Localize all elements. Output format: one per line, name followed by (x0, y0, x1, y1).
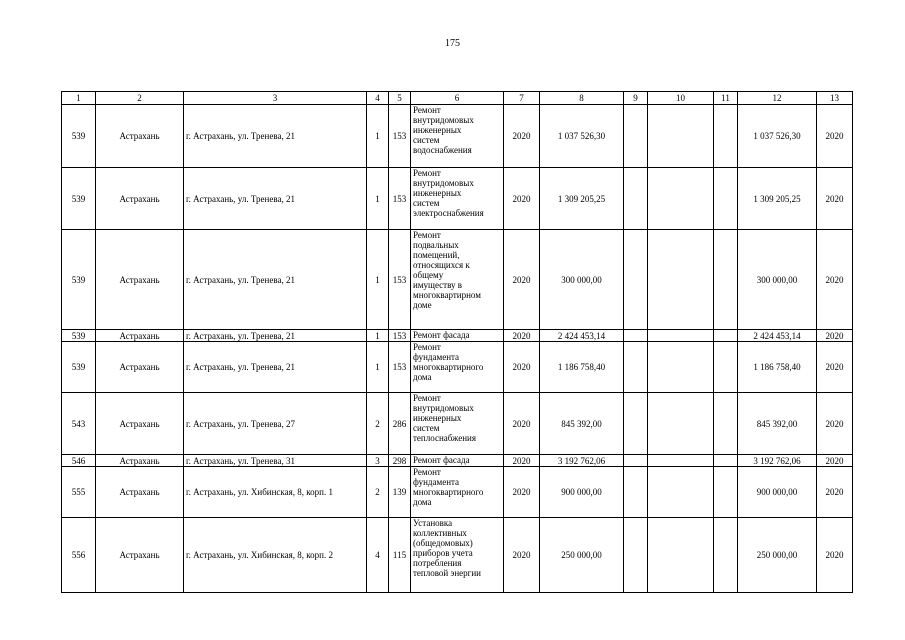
cell-number: 556 (62, 518, 96, 593)
cell-col12: 1 186 758,40 (738, 342, 817, 393)
page-number: 175 (445, 38, 460, 49)
column-header: 1 (62, 92, 96, 105)
cell-col13: 2020 (817, 230, 853, 330)
cell-col10 (648, 455, 714, 467)
cell-number: 543 (62, 393, 96, 455)
cell-year: 2020 (504, 467, 540, 518)
column-header: 10 (648, 92, 714, 105)
work-type-text: Ремонт внутридомовых инженерных систем электроснабжения (413, 168, 484, 218)
cell-cost: 1 037 526,30 (540, 105, 624, 168)
cell-cost: 2 424 453,14 (540, 330, 624, 342)
cell-cost: 900 000,00 (540, 467, 624, 518)
cell-address: г. Астрахань, ул. Хибинская, 8, корп. 1 (184, 467, 367, 518)
cell-year: 2020 (504, 330, 540, 342)
cell-col5: 286 (389, 393, 411, 455)
cell-col12: 1 037 526,30 (738, 105, 817, 168)
cell-col10 (648, 330, 714, 342)
cell-cost: 250 000,00 (540, 518, 624, 593)
cell-city: Астрахань (96, 518, 184, 593)
column-header: 12 (738, 92, 817, 105)
cell-col10 (648, 105, 714, 168)
cell-col4: 1 (367, 168, 389, 230)
cell-col4: 1 (367, 230, 389, 330)
work-type-text: Ремонт фундамента многоквартирного дома (413, 467, 484, 507)
work-type-text: Ремонт подвальных помещений, относящихся к общему имуществу в многоквартирном доме (413, 230, 481, 310)
cell-col5: 153 (389, 342, 411, 393)
work-type-text: Ремонт фундамента многоквартирного дома (413, 342, 484, 382)
work-type-text: Ремонт фасада (413, 455, 470, 465)
cell-col12: 845 392,00 (738, 393, 817, 455)
cell-col12: 2 424 453,14 (738, 330, 817, 342)
cell-col4: 4 (367, 518, 389, 593)
cell-col10 (648, 230, 714, 330)
cell-col9 (624, 168, 648, 230)
cell-col4: 3 (367, 455, 389, 467)
table-row (62, 518, 853, 593)
cell-col11 (714, 342, 738, 393)
cell-col4: 1 (367, 105, 389, 168)
cell-year: 2020 (504, 455, 540, 467)
cell-work-type (411, 467, 504, 518)
cell-col12: 1 309 205,25 (738, 168, 817, 230)
cell-city: Астрахань (96, 330, 184, 342)
column-header: 11 (714, 92, 738, 105)
cell-col13: 2020 (817, 330, 853, 342)
cell-cost: 845 392,00 (540, 393, 624, 455)
cell-col4: 1 (367, 330, 389, 342)
cell-work-type (411, 168, 504, 230)
cell-number: 539 (62, 230, 96, 330)
cell-city: Астрахань (96, 342, 184, 393)
cell-col9 (624, 342, 648, 393)
cell-col5: 139 (389, 467, 411, 518)
column-header: 2 (96, 92, 184, 105)
work-type-text: Установка коллективных (общедомовых) приборов учета потребления тепловой энергии (413, 518, 481, 578)
cell-col13: 2020 (817, 518, 853, 593)
cell-col12: 250 000,00 (738, 518, 817, 593)
table-row (62, 455, 853, 467)
cell-col10 (648, 342, 714, 393)
column-header: 7 (504, 92, 540, 105)
cell-work-type (411, 518, 504, 593)
cell-col12: 900 000,00 (738, 467, 817, 518)
cell-number: 539 (62, 105, 96, 168)
cell-col9 (624, 393, 648, 455)
work-type-text: Ремонт фасада (413, 330, 470, 340)
cell-city: Астрахань (96, 455, 184, 467)
cell-col11 (714, 330, 738, 342)
table-container (61, 91, 853, 593)
cell-work-type (411, 455, 504, 467)
cell-cost: 1 186 758,40 (540, 342, 624, 393)
table-row (62, 230, 853, 330)
table-row (62, 467, 853, 518)
cell-col13: 2020 (817, 342, 853, 393)
work-type-text: Ремонт внутридомовых инженерных систем водоснабжения (413, 105, 474, 155)
table-row (62, 168, 853, 230)
cell-col12: 3 192 762,06 (738, 455, 817, 467)
cell-col4: 2 (367, 393, 389, 455)
cell-address: г. Астрахань, ул. Хибинская, 8, корп. 2 (184, 518, 367, 593)
cell-work-type (411, 393, 504, 455)
cell-address: г. Астрахань, ул. Тренева, 21 (184, 168, 367, 230)
cell-cost: 300 000,00 (540, 230, 624, 330)
data-table (61, 91, 853, 593)
cell-year: 2020 (504, 342, 540, 393)
cell-col12: 300 000,00 (738, 230, 817, 330)
cell-col10 (648, 518, 714, 593)
cell-col13: 2020 (817, 168, 853, 230)
cell-number: 539 (62, 342, 96, 393)
cell-col11 (714, 467, 738, 518)
cell-col9 (624, 455, 648, 467)
cell-col11 (714, 455, 738, 467)
column-header: 6 (411, 92, 504, 105)
cell-work-type (411, 330, 504, 342)
cell-col5: 153 (389, 105, 411, 168)
table-row (62, 393, 853, 455)
cell-col11 (714, 230, 738, 330)
cell-col10 (648, 393, 714, 455)
cell-year: 2020 (504, 518, 540, 593)
cell-year: 2020 (504, 230, 540, 330)
column-header: 8 (540, 92, 624, 105)
cell-col11 (714, 168, 738, 230)
table-row (62, 342, 853, 393)
cell-col11 (714, 393, 738, 455)
cell-address: г. Астрахань, ул. Тренева, 21 (184, 342, 367, 393)
cell-col13: 2020 (817, 393, 853, 455)
cell-col9 (624, 105, 648, 168)
cell-col10 (648, 168, 714, 230)
cell-address: г. Астрахань, ул. Тренева, 21 (184, 105, 367, 168)
header-row (62, 92, 853, 105)
cell-col10 (648, 467, 714, 518)
cell-city: Астрахань (96, 467, 184, 518)
cell-col5: 298 (389, 455, 411, 467)
cell-address: г. Астрахань, ул. Тренева, 27 (184, 393, 367, 455)
cell-work-type (411, 342, 504, 393)
cell-address: г. Астрахань, ул. Тренева, 21 (184, 230, 367, 330)
cell-cost: 1 309 205,25 (540, 168, 624, 230)
column-header: 5 (389, 92, 411, 105)
cell-col13: 2020 (817, 105, 853, 168)
cell-number: 546 (62, 455, 96, 467)
cell-number: 555 (62, 467, 96, 518)
cell-city: Астрахань (96, 230, 184, 330)
cell-address: г. Астрахань, ул. Тренева, 31 (184, 455, 367, 467)
cell-number: 539 (62, 330, 96, 342)
cell-address: г. Астрахань, ул. Тренева, 21 (184, 330, 367, 342)
cell-col4: 1 (367, 342, 389, 393)
cell-col5: 115 (389, 518, 411, 593)
cell-city: Астрахань (96, 393, 184, 455)
cell-col9 (624, 518, 648, 593)
column-header: 3 (184, 92, 367, 105)
cell-work-type (411, 105, 504, 168)
cell-col11 (714, 105, 738, 168)
cell-col5: 153 (389, 168, 411, 230)
work-type-text: Ремонт внутридомовых инженерных систем теплоснабжения (413, 393, 476, 443)
cell-col9 (624, 467, 648, 518)
cell-number: 539 (62, 168, 96, 230)
cell-year: 2020 (504, 105, 540, 168)
cell-city: Астрахань (96, 168, 184, 230)
cell-col9 (624, 230, 648, 330)
cell-work-type (411, 230, 504, 330)
column-header: 9 (624, 92, 648, 105)
cell-cost: 3 192 762,06 (540, 455, 624, 467)
table-row (62, 330, 853, 342)
cell-col13: 2020 (817, 467, 853, 518)
cell-col9 (624, 330, 648, 342)
cell-col4: 2 (367, 467, 389, 518)
table-row (62, 105, 853, 168)
column-header: 4 (367, 92, 389, 105)
cell-col5: 153 (389, 230, 411, 330)
column-header: 13 (817, 92, 853, 105)
cell-col5: 153 (389, 330, 411, 342)
cell-city: Астрахань (96, 105, 184, 168)
cell-year: 2020 (504, 393, 540, 455)
table-body (62, 105, 853, 593)
cell-year: 2020 (504, 168, 540, 230)
cell-col11 (714, 518, 738, 593)
cell-col13: 2020 (817, 455, 853, 467)
